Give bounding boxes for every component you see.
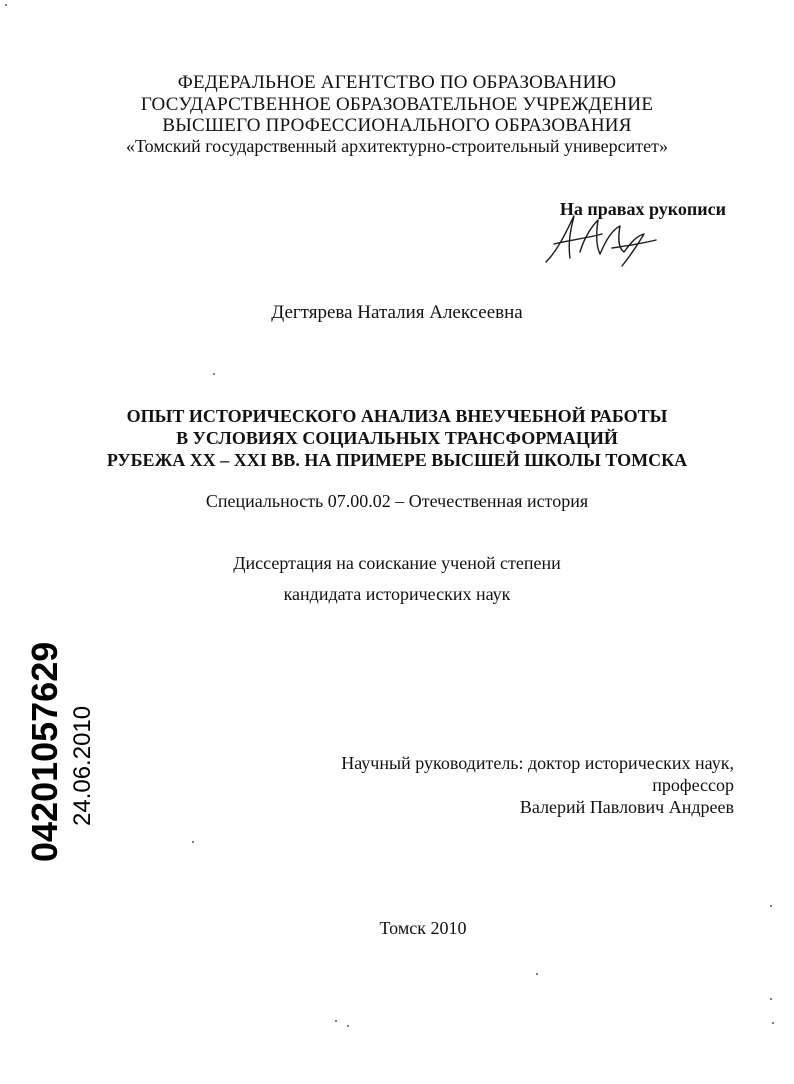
title-line-3: РУБЕЖА XX – XXI ВВ. НА ПРИМЕРЕ ВЫСШЕЙ ШКОЛЫ ТОМСКА — [106, 450, 688, 470]
scan-speck — [770, 905, 772, 907]
institution-line-1: ГОСУДАРСТВЕННОЕ ОБРАЗОВАТЕЛЬНОЕ УЧРЕЖДЕНИЕ — [140, 94, 654, 115]
supervisor-line-2: профессор — [652, 775, 734, 795]
stamp-date: 24.06.2010 — [69, 705, 96, 826]
scan-speck — [5, 4, 7, 6]
stamp-number: 04201057629 — [24, 641, 65, 862]
title-line-2: В УСЛОВИЯХ СОЦИАЛЬНЫХ ТРАНСФОРМАЦИЙ — [176, 428, 618, 448]
scan-speck — [335, 1020, 337, 1022]
manuscript-note: На правах рукописи — [559, 199, 726, 219]
scan-speck — [213, 373, 215, 375]
degree-line-1: Диссертация на соискание ученой степени — [233, 553, 561, 573]
title-line-1: ОПЫТ ИСТОРИЧЕСКОГО АНАЛИЗА ВНЕУЧЕБНОЙ РАБОТЫ — [126, 406, 668, 426]
scan-speck — [536, 973, 538, 975]
author-name: Дегтярева Наталия Алексеевна — [271, 302, 523, 323]
supervisor-line-1: Научный руководитель: доктор исторических наук, — [341, 753, 734, 773]
scan-speck — [772, 1022, 774, 1024]
scan-speck — [770, 998, 772, 1000]
university-name: «Томский государственный архитектурно-строительный университет» — [126, 136, 668, 156]
scan-speck — [192, 841, 194, 843]
supervisor-line-3: Валерий Павлович Андреев — [519, 797, 734, 817]
specialty: Специальность 07.00.02 – Отечественная история — [205, 491, 589, 511]
scan-speck — [347, 1025, 349, 1027]
institution-line-2: ВЫСШЕГО ПРОФЕССИОНАЛЬНОГО ОБРАЗОВАНИЯ — [162, 115, 632, 136]
signature — [540, 210, 660, 270]
agency-name: ФЕДЕРАЛЬНОЕ АГЕНТСТВО ПО ОБРАЗОВАНИЮ — [177, 72, 617, 93]
degree-line-2: кандидата исторических наук — [283, 584, 511, 604]
place-year: Томск 2010 — [379, 918, 467, 938]
